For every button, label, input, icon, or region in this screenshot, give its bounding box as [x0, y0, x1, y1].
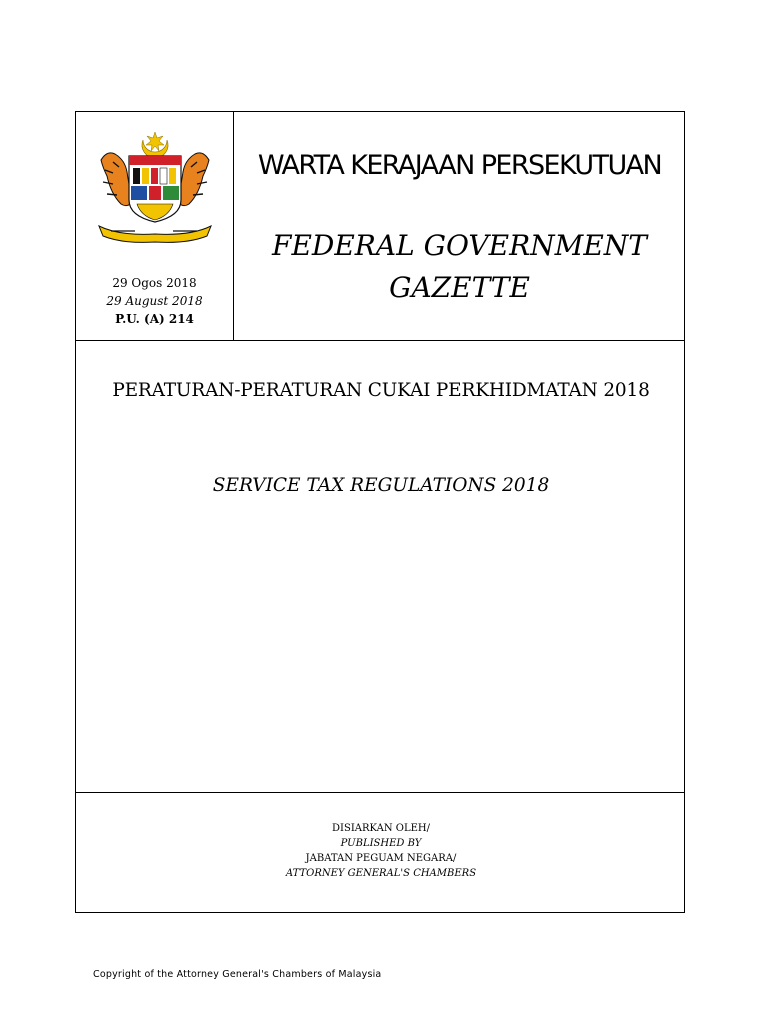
coat-of-arms-icon [93, 130, 217, 246]
gazette-title-en [233, 225, 686, 309]
publisher-block [76, 821, 686, 881]
publisher-name-en: ATTORNEY GENERAL'S CHAMBERS [285, 868, 477, 879]
issue-date-ms: 29 Ogos 2018 [112, 276, 197, 290]
gazette-title-en-line2: GAZETTE [389, 271, 530, 304]
publisher-name-ms: JABATAN PEGUAM NEGARA/ [305, 853, 457, 864]
publisher-label-ms: DISIARKAN OLEH/ [332, 823, 430, 834]
copyright-notice: Copyright of the Attorney General's Chambers of Malaysia [93, 969, 382, 980]
footer-divider [76, 792, 684, 793]
header-divider [76, 340, 684, 341]
regulation-title-en: SERVICE TAX REGULATIONS 2018 [212, 475, 550, 496]
issue-date-en: 29 August 2018 [106, 294, 203, 308]
regulation-title-ms: PERATURAN-PERATURAN CUKAI PERKHIDMATAN 2018 [112, 380, 650, 401]
issue-reference: P.U. (A) 214 [115, 312, 194, 326]
gazette-title-ms: WARTA KERAJAAN PERSEKUTUAN [257, 150, 662, 181]
gazette-cover-frame [75, 111, 685, 913]
gazette-title-en-line1: FEDERAL GOVERNMENT [272, 229, 647, 262]
publisher-label-en: PUBLISHED BY [340, 838, 422, 849]
issue-date-block [76, 274, 233, 328]
